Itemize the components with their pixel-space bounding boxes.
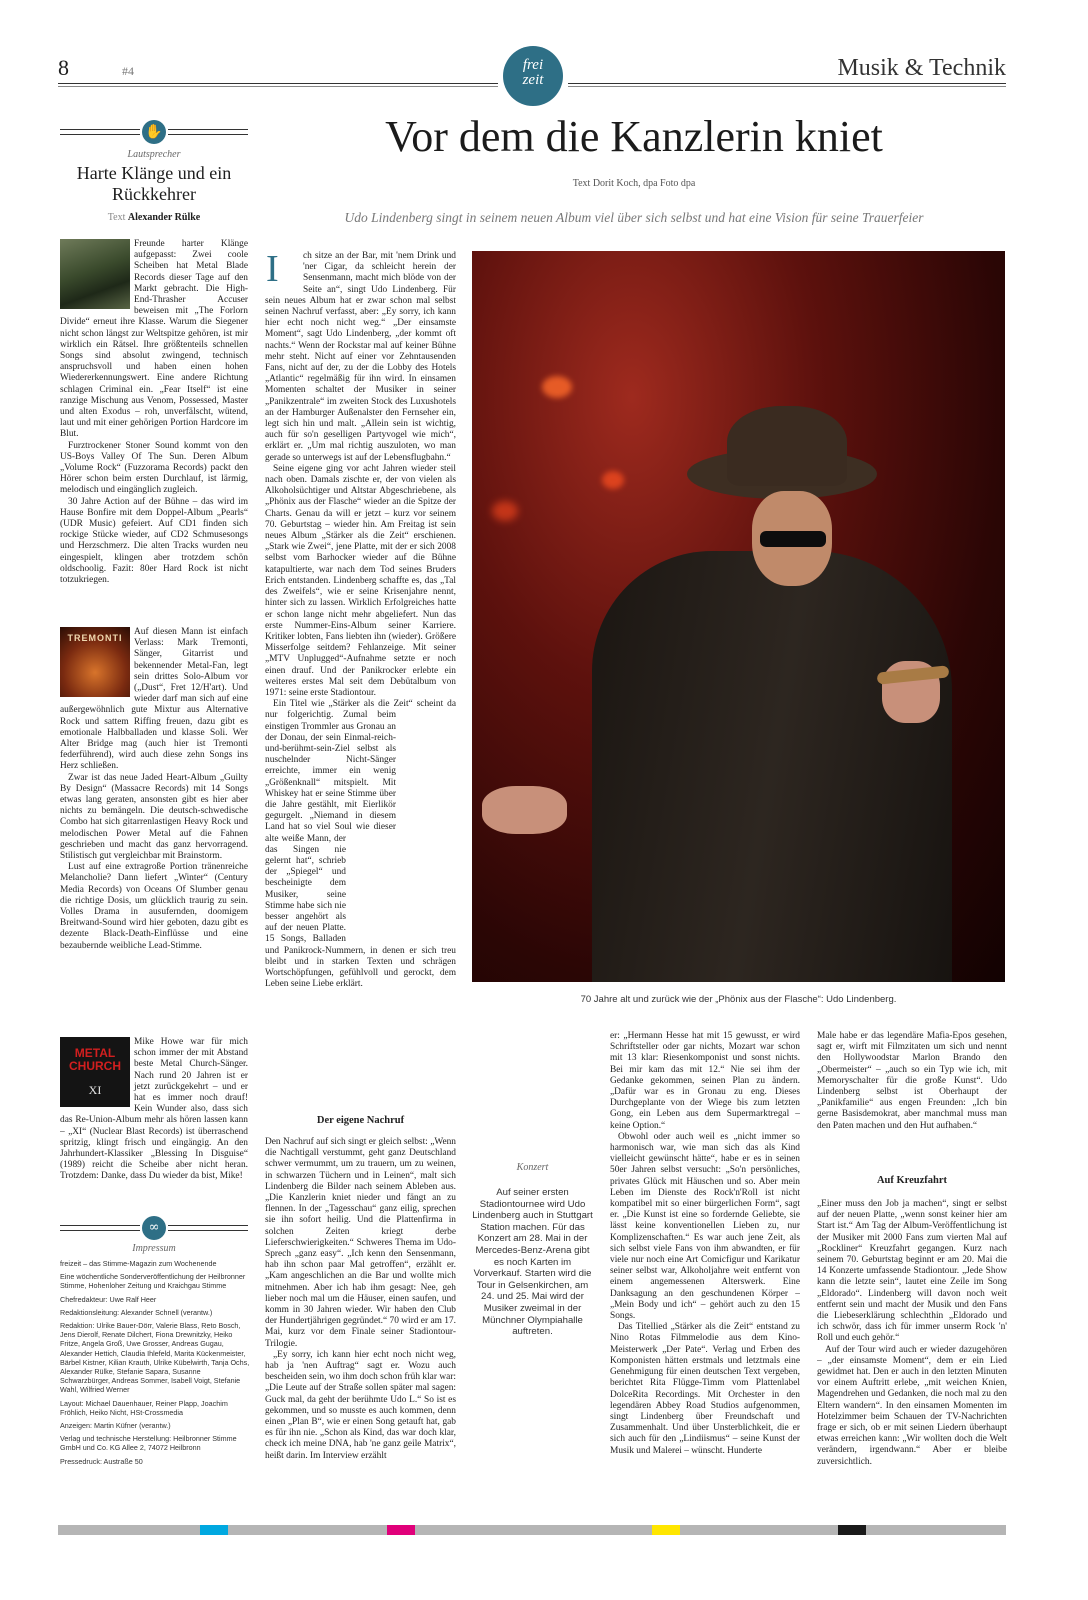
- impressum-line: Redaktion: Ulrike Bauer-Dörr, Valerie Blass, Reto Bosch, Jens Dierolf, Renate Dilchert, Fiona Drewnitzky, Heiko Fritze, Angela Groß, Uwe Grosser, Andreas Gugau, Alexander Hettich, Claudia Ihlefeld, Marita Kückenmeister, Bärbel Kistner, Kilian Krauth, Ulrike Kübelwirth, Tanja Ochs, Alexander Rülke, Stefanie Sapara, Susanne Schwarzbürger, Andreas Sommer, Isabell Voigt, Stefanie Wahl, Wilfried Werner: [60, 1321, 250, 1395]
- article-para: „Einer muss den Job ja machen“, singt er selbst auf der neuen Platte, „wenn sonst keiner hier am Start ist.“ Am Tag der Album-Veröffentlichung ist der Musiker mit 2000 Fans zum vierten Mal auf „Rockliner“ Kreuzfahrt gegangen. Kurz nach seinem 70. Geburtstag beginnt er am 20. Mai die 14 Konzerte umfassende Stadiontour. „Jede Show kann die letzte sein“, lautet eine Zeile im Song „Eldorado“. Lindenberg will davon noch weit entfernt sein und macht der Musik und den Fans die Liebeserklärung schlechthin „Eldorado und ich schwör, dass ich für immer unserm Rock 'n' Roll und euch gehör.“: [817, 1199, 1007, 1344]
- album-tremonti-label: TREMONTI: [67, 633, 123, 643]
- impressum-line: Verlag und technische Herstellung: Heilbronner Stimme GmbH und Co. KG Allee 2, 74072 Heilbronn: [60, 1434, 237, 1453]
- impressum-rule-2: [60, 1230, 140, 1231]
- color-swatch-cyan: [200, 1525, 228, 1535]
- sidebar-kicker: Lautsprecher: [127, 149, 181, 160]
- article-para: er: „Hermann Hesse hat mit 15 gewusst, er wird Schriftsteller oder gar nichts, Mozart war schon mit 13 klar: Riesenkomponist und sonst nichts. Bei mir kam das mit 12.“ Nie sei ihm der Gedanke gekommen, seinen Plan zu ändern. „Dafür war es in Gronau zu eng. Dieses Durchgeplante von der Wiege bis zum letzten Gong, ein Leben aus dem Supermarktregal – keine Option.“: [610, 1031, 800, 1131]
- sidebar-text-3: [60, 1037, 248, 1187]
- sidebar-para-6: Lust auf eine extragroße Portion tränenreiche Melancholie? Dann liefert „Winter“ (Century Media Records) von Oceans Of Slumber genau die richtige Dosis, um glücklich traurig zu sein. Volles Drama in ausufernden, doomigem Breitwand-Sound wird hier geboten, dazu gibt es dezente Black-Death-Einflüsse und eine bezaubernde weibliche Lead-Stimme.: [60, 862, 248, 951]
- impressum-line: Anzeigen: Martin Küfner (verantw.): [60, 1421, 171, 1431]
- impressum-line: freizeit – das Stimme-Magazin zum Wochenende: [60, 1259, 217, 1268]
- article-teaser: Udo Lindenberg singt in seinem neuen Album viel über sich selbst und hat eine Vision für seine Trauerfeier: [344, 210, 924, 225]
- sidebar-para-7: Mike Howe war für mich schon immer der mit Abstand beste Metal Church-Sänger. Nach rund 20 Jahren ist er jetzt zurückgekehrt – und er hat es immer noch drauf! Kein Wunder also, dass sich das Re-Union-Album mehr als hören lassen kann – „XI“ (Nuclear Blast Records) ist überraschend spritzig, klingt frisch und eingängig. An den Jahrhundert-Klassiker „Blessing In Disguise“ (1989) reicht die Scheibe aber nicht heran. Trotzdem: Danke, dass Du wieder da bist, Mike!: [60, 1037, 248, 1182]
- article-para: Obwohl oder auch weil es „nicht immer so harmonisch war, wie man sich das als Kind vielleicht gewünscht hätte“, habe er es in seinen 50er Jahren selbst versucht: „So'n persönliches, privates Glück mit Häuschen und so. Aber mein Leben im Dienste des Rock'n'Roll ist nicht kompatibel mit so einer bürgerlichen Form“, sagt er. „Die Kunst ist eine so fordernde Geliebte, sie lässt keine konventionellen Lieben zu, nur Komplizenschaften.“ Es war auch jene Zeit, als sich selbst viele Fans von ihm abwandten, er für viele nur noch eine Art Comicfigur und Karikatur seiner selbst war, Alkoholjahre weit entfernt von einem angemessenen Alterswerk. Eine Danksagung an den geschundenen Körper – „Mein Body und ich“ – gehört auch zu den 15 Songs.: [610, 1131, 800, 1322]
- subhead-eigener-nachruf: Der eigene Nachruf: [316, 1115, 405, 1126]
- sidebar-byline-label: Text: [107, 212, 126, 223]
- article-credit: Text Dorit Koch, dpa Foto dpa: [572, 178, 696, 189]
- singer-body: [592, 551, 952, 982]
- logo-line-2: zeit: [522, 72, 544, 88]
- color-swatch-yellow: [652, 1525, 680, 1535]
- logo-line-1: frei: [522, 57, 544, 73]
- sidebar-title: Harte Klänge und ein Rückkehrer: [76, 163, 232, 204]
- sidebar-para-5: Zwar ist das neue Jaded Heart-Album „Guilty By Design“ (Massacre Records) mit 14 Songs etwas lang geraten, ansonsten gibt es hier aber nichts zu bemängeln. Die deutsch-schwedische Combo hat sich gitarrenlastigen Heavy Rock und melodischen Power Metal auf die Fahnen geschrieben und macht das ganz hervorragend. Stilistisch gut vergleichbar mit Brainstorm.: [60, 772, 248, 862]
- color-swatch-magenta: [387, 1525, 415, 1535]
- sidebar-text-1: [60, 239, 248, 625]
- sidebar-rule-3: [168, 129, 248, 130]
- article-col-4: [817, 1031, 1007, 1156]
- article-para: Den Nachruf auf sich singt er gleich selbst: „Wenn die Nachtigall verstummt, geht ganz Deutschland schwer vermummt, um zu trauern, um zu weinen, in schwarzen Tüchern und in Leinen“, malt sich Lindenberg die Bilder nach seinem Ableben aus. „Die Kanzlerin kniet nieder und fängt an zu flennen. In der „Tagesschau“ ganz eilig, sprechen sie ihn sofort heilig. Und die Plattenfirma in solchen Zeiten kriegt derbe Lieferschwierigkeiten.“ Schweres Thema im Udo-Sprech „ganz easy“. „Ich kenn den Sensenmann, hab ihn schon paar Mal getroffen“, erzählt er. „Kam angeschlichen an die Bar und wollte mich mitnehmen. Aber ich hab ihm gesagt: Nee, geh lieber noch mal um die Häuser, einen saufen, und komm in 30 Jahren wieder. Wir haben den Club der Hundertjährigen gegründet.“ 70 wird er am 17. Mai, kurz vor dem Finale seiner Stadiontour-Trilogie.: [265, 1137, 456, 1349]
- stage-light: [602, 471, 624, 489]
- link-icon: ∞: [142, 1216, 166, 1240]
- sidebar-byline: [60, 212, 248, 223]
- sidebar-para-3: 30 Jahre Action auf der Bühne – das wird im Hause Bonfire mit dem Doppel-Album „Pearls“ (UDR Music) gefeiert. Auf CD1 finden sich rockige Stücke wieder, auf CD2 Schmusesongs und Herzschmerz. Die alten Tracks wurden neu eingespielt, klingen aber trotzdem schön oldschoolig. Fazit: 80er Hard Rock ist nicht totzukriegen.: [60, 496, 248, 586]
- header-rule-right: [568, 83, 1006, 84]
- article-para: Ein Titel wie „Stärker als die Zeit“ scheint da nur folgerichtig. Zumal beim einstigen Trommler aus Gronau an der Donau, der sein Einmal-reich-und-berühmt-sein-Ziel selbst als nuschelnder Nicht-Sänger erreichte, immer ein wenig „Größenknall“ mitspielt. Mit Whiskey hat er seine Stimme über die Jahre gestählt, mit Eierlikör gegurgelt. „Niemand in diesem Land hat so viel Soul wie dieser alte weiße Mann, der das Singen nie gelernt hat“, schrieb der „Spiegel“ und bescheinigte dem Musiker, seine Stimme habe sich nie besser angehört als auf der neuen Platte. 15 Songs, Balladen und Panikrock-Nummern, in denen er sich treu bleibt und in starken Texten und schrägen Wortschöpfungen, gefühlvoll und gerockt, dem Leben seine Liebe erklärt.: [265, 699, 456, 990]
- sidebar-rule-2: [60, 134, 140, 135]
- sidebar-rule-4: [168, 134, 248, 135]
- photo-caption: 70 Jahre alt und zurück wie der „Phönix aus der Flasche“: Udo Lindenberg.: [580, 994, 897, 1005]
- article-headline: Vor dem die Kanzlerin kniet: [385, 112, 883, 161]
- rock-hand-icon: ✋: [142, 120, 166, 144]
- section-title: Musik & Technik: [837, 55, 1006, 81]
- article-para: Auf der Tour wird auch er wieder dazugehören – „der einsamste Moment“, dem er ein Lied gewidmet hat. Den er auch in den letzten Minuten vor einem Auftritt erlebe, „mit weichen Knien, Magendrehen und Gedanken, die noch mal zu den Eltern wandern“. In den einsamen Momenten im Hotelzimmer beim Schauen der TV-Nachrichten frage er sich, ob er mit seinen Liedern überhaupt etwas erreichen kann: „Wir wollten doch die Welt verändern, irgendwann.“ Aber er bleibe zuversichtlich.: [817, 1344, 1007, 1467]
- article-col-1b: [265, 1137, 456, 1502]
- sidebar-para-4: Auf diesen Mann ist einfach Verlass: Mark Tremonti, Sänger, Gitarrist und bekennender Metal-Fan, legt sein drittes Solo-Album vor („Dust“, Fret 12/H'art). Und wieder darf man sich auf eine außergewöhnlich gute Mixtur aus Alternative Rock und sattem Riffing freuen, dazu gibt es emotionale Halbballaden und klasse Soli. Wer Alter Bridge mag (auch hier ist Tremonti federführend), wird auch diese zehn Songs ins Herz schließen.: [60, 627, 248, 772]
- info-kicker: Konzert: [516, 1162, 549, 1173]
- article-para: Seine eigene ging vor acht Jahren wieder steil nach oben. Damals zischte er, der von vielen als Alkoholsüchtiger und Altstar Abgeschriebene, als „Phönix aus der Flasche“ wieder an die Spitze der Charts. Genau da will er jetzt – kurz vor seinem 70. Geburtstag – wieder hin. Am Freitag ist sein neues Album „Stärker als die Zeit“ erschienen. „Stark wie Zwei“, jene Platte, mit der er sich 2008 selbst vom Barhocker wieder auf die Bühne katapultierte, war nach dem Tod seines Bruders Erich entstanden. Lindenberg schaffte es, das „Tal des Zweifels“, wie er seine Krisenjahre nennt, hinter sich zu lassen. Wirklich Erfolgreiches hatte er schon lange nicht mehr abgeliefert. Nun das erste Nummer-Eins-Album seiner Karriere. Kritiker lobten, Fans liebten ihn (wieder). Größere Misserfolge seitdem? Fehlanzeige. Mit seiner „MTV Unplugged“-Aufnahme setzte er noch einen drauf. Und der Panikrocker erlebte ein weiteres erstes Mal seit dem Debütalbum von 1971: seine erste Stadiontour.: [265, 463, 456, 698]
- impressum-body: [60, 1259, 250, 1466]
- impressum-line: Pressedruck: Austraße 50: [60, 1456, 143, 1466]
- stage-light: [542, 376, 572, 398]
- singer-glasses: [760, 531, 826, 547]
- impressum-rule-4: [168, 1230, 248, 1231]
- album-metal-church-sub: XI: [88, 1083, 102, 1097]
- article-para: Male habe er das legendäre Mafia-Epos gesehen, sagt er, wirft mit Filmzitaten um sich und nennt den Hollywoodstar Marlon Brando den „Obermeister“ – „auch so ein Typ wie ich, mit Memoryschalter für die große Kunst“. Udo Lindenberg selbst ist Oberhaupt der „Panikfamilie“ aus engen Freunden: „Ich bin gerne Basisdemokrat, aber manchmal muss man den Paten machen und den Hut aufhaben.“: [817, 1031, 1007, 1131]
- page-number: 8: [58, 55, 69, 80]
- impressum-line: Eine wöchentliche Sonderveröffentlichung der Heilbronner Stimme, Hohenloher Zeitung und Kraichgau Stimme: [60, 1272, 246, 1291]
- impressum-line: Redaktionsleitung: Alexander Schnell (verantw.): [60, 1307, 213, 1317]
- impressum-line: Chefredakteur: Uwe Ralf Heer: [60, 1294, 157, 1304]
- article-col-1: [265, 248, 456, 1126]
- sidebar-text-2: [60, 627, 248, 1035]
- freizeit-logo: [503, 46, 563, 106]
- sidebar-para-2: Furztrockener Stoner Sound kommt von den US-Boys Valley Of The Sun. Deren Album „Volume Rock“ (Fuzzorama Records) packt den Hörer schon beim ersten Durchlauf, ist lärmig, melodisch und eingänglich zugleich.: [60, 440, 248, 496]
- impressum-line: Layout: Michael Dauenhauer, Reiner Plapp, Joachim Fröhlich, Heiko Nicht, HSt-Crossmedia: [60, 1398, 228, 1417]
- article-para: ch sitze an der Bar, mit 'nem Drink und 'ner Cigar, da schleicht herein der Sensenmann, macht mich blöde von der Seite an“, singt Udo Lindenberg. Für sein neues Album hat er zwar schon mal selbst seinen Nachruf verfasst, aber: „Ey sorry, ich kann hier echt noch nicht weg.“ „Der einsamste Moment“, sagt Udo Lindenberg, „der kommt oft nachts.“ Wenn der Rockstar mal auf keiner Bühne mehr steht. Nicht auf einer vor Zehntausenden Fans, nicht auf der, zu der die Lobby des Hotels „Atlantic“ regelmäßig für ihn wird. In einsamen Momenten schaltet der Musiker in seiner „Panikzentrale“ im zweiten Stock des Luxushotels an der Hamburger Außenalster den Fernseher ein, legt sich hin und malt. „Allein sein ist wichtig, auch für so'n geselligen Partyvogel wie mich“, erklärt er. „Um mal richtig auszuloten, wo man gerade so unterwegs ist auf der Lebensflugbahn.“: [265, 251, 456, 463]
- header-rule-left-2: [58, 86, 498, 87]
- issue-number: #4: [122, 64, 134, 78]
- album-metal-church-label: METAL CHURCH: [69, 1046, 121, 1073]
- impressum-title: Impressum: [132, 1243, 176, 1254]
- impressum-rule-1: [60, 1225, 140, 1226]
- singer-hat-crown: [727, 406, 847, 486]
- header-rule-right-2: [568, 86, 1006, 87]
- impressum-rule-3: [168, 1225, 248, 1226]
- header-rule-left: [58, 83, 498, 84]
- color-swatch-black: [838, 1525, 866, 1535]
- drop-cap: I: [266, 248, 279, 290]
- sidebar-para-1: Freunde harter Klänge aufgepasst: Zwei coole Scheiben hat Metal Blade Records dieser Tage auf den Markt gebracht. Die High-End-Thrasher Accuser beweisen mit „The Forlorn Divide“ erneut ihre Klasse. Warum die Siegener nicht schon längst zur Weltspitze gehören, ist mir wirklich ein Rätsel. Ihre größtenteils schnellen Songs sind absolut zwingend, technisch anspruchsvoll und haben einen hohen Wiedererkennungswert. Eine andere Richtung schlagen Criminal ein. „Fear Itself“ ist eine ranzige Mischung aus Venom, Possessed, Master und alten Exodus – roh, unverfälscht, wütend, laut und mit einer gehörigen Portion Hardcore im Blut.: [60, 239, 248, 440]
- info-text: Auf seiner ersten Stadiontournee wird Udo Lindenberg auch in Stuttgart Station machen. Für das Konzert am 28. Mai in der Mercedes-Benz-Arena gibt es noch Karten im Vorverkauf. Starten wird die Tour in Gelsenkirchen, am 24. und 25. Mai wird der Musiker zweimal in der Münchner Olympiahalle auftreten.: [472, 1187, 593, 1338]
- sidebar-rule-1: [60, 129, 140, 130]
- article-col-3: [610, 1031, 800, 1503]
- sidebar-byline-name: Alexander Rülke: [127, 212, 201, 223]
- article-para: „Ey sorry, ich kann hier echt noch nicht weg, hab ja 'nen Auftrag“ sagt er. Wozu auch bescheiden sein, wo ihm doch schon früh klar war: „Die Leute auf der Straße sollen später mal sagen: Guck mal, da geht der berühmte Udo L.“ So ist es gekommen, und so musste es auch kommen, denn einen „Plan B“, wie er einen Song getauft hat, gab es für ihn nie. „Schon als Kind, das war doch klar, check ich meine DNA, hab 'ne ganz geile Matrix“, heißt darin. Im Interview erzählt: [265, 1349, 456, 1461]
- subhead-auf-kreuzfahrt: Auf Kreuzfahrt: [876, 1175, 948, 1186]
- udo-lindenberg-photo: [472, 251, 1005, 982]
- stage-light: [492, 501, 518, 521]
- singer-hand: [482, 786, 567, 834]
- article-col-4b: [817, 1199, 1007, 1504]
- article-para: Das Titellied „Stärker als die Zeit“ entstand zu Nino Rotas Filmmelodie aus dem Kino-Meisterwerk „Der Pate“. Verlag und Erben des Komponisten hätten erstmals und letztmals eine Genehmigung für einen deutschen Text vergeben, berichtet Rita Flügge-Timm vom Plattenlabel DolceRita Recordings. Mit Orchester in den legendären Abbey Road Studios aufgenommen, singt Lindenberg über Freundschaft und Zusammenhalt. Und über Unsterblichkeit, die er sich auch für den „Lindiismus“ – seine Kunst der Musik und Malerei – wünscht. Hunderte: [610, 1322, 800, 1456]
